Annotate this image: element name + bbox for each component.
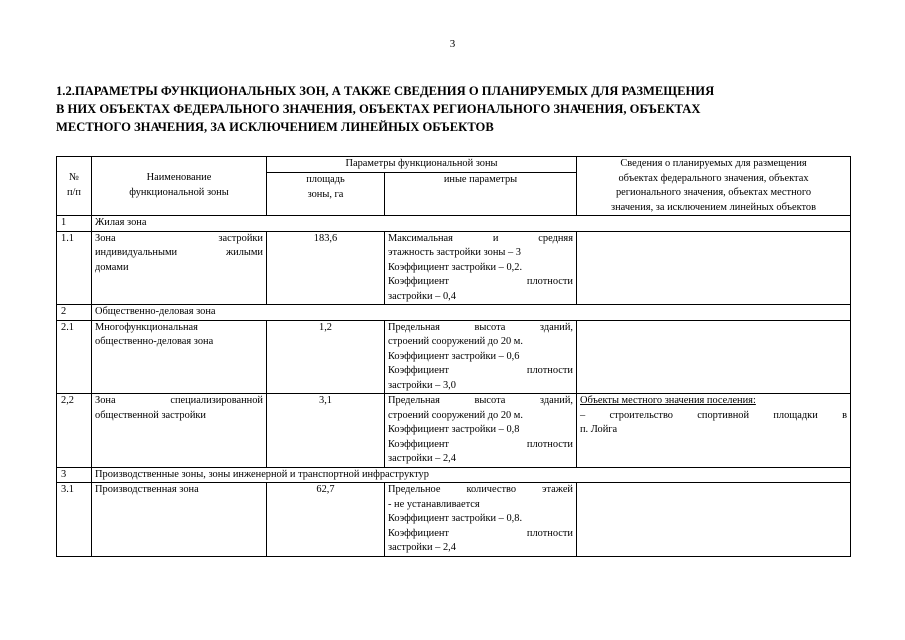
zone-area: 62,7 xyxy=(267,483,385,557)
section-title: Жилая зона xyxy=(92,216,851,232)
section-number: 2 xyxy=(57,305,92,321)
zone-other-params: Предельная высота зданий, строений сооружений до 20 м. Коэффициент застройки – 0,8 Коэффициент плотности застройки – 2,4 xyxy=(385,394,577,468)
section-number: 1 xyxy=(57,216,92,232)
section-row xyxy=(57,216,851,232)
row-number: 1.1 xyxy=(57,231,92,305)
zone-name: Производственная зона xyxy=(92,483,267,557)
planned-objects xyxy=(577,483,851,557)
header-zone-name: Наименование функциональной зоны xyxy=(92,157,267,216)
table-row xyxy=(57,483,851,557)
table-row xyxy=(57,320,851,394)
heading-line-3: МЕСТНОГО ЗНАЧЕНИЯ, ЗА ИСКЛЮЧЕНИЕМ ЛИНЕЙНЫХ ОБЪЕКТОВ xyxy=(56,120,494,134)
table-row xyxy=(57,394,851,468)
zones-table xyxy=(56,156,851,557)
zone-other-params: Максимальная и средняя этажность застройки зоны – 3 Коэффициент застройки – 0,2. Коэффициент плотности застройки – 0,4 xyxy=(385,231,577,305)
heading-line-2: В НИХ ОБЪЕКТАХ ФЕДЕРАЛЬНОГО ЗНАЧЕНИЯ, ОБЪЕКТАХ РЕГИОНАЛЬНОГО ЗНАЧЕНИЯ, ОБЪЕКТАХ xyxy=(56,102,701,116)
section-number: 3 xyxy=(57,467,92,483)
planned-objects: Объекты местного значения поселения: – строительство спортивной площадки в п. Лойга xyxy=(577,394,851,468)
row-number: 2,2 xyxy=(57,394,92,468)
zone-name: Зона специализированной общественной застройки xyxy=(92,394,267,468)
zone-other-params: Предельное количество этажей - не устанавливается Коэффициент застройки – 0,8. Коэффициент плотности застройки – 2,4 xyxy=(385,483,577,557)
header-num: № п/п xyxy=(57,157,92,216)
zone-area: 183,6 xyxy=(267,231,385,305)
section-title: Общественно-деловая зона xyxy=(92,305,851,321)
page-number: 3 xyxy=(449,38,456,50)
planned-objects xyxy=(577,320,851,394)
header-planned-objects: Сведения о планируемых для размещения объектах федерального значения, объектах регионального значения, объектах местного значения, за исключением линейных объектов xyxy=(577,157,851,216)
row-number: 3.1 xyxy=(57,483,92,557)
heading-line-1: 1.2.ПАРАМЕТРЫ ФУНКЦИОНАЛЬНЫХ ЗОН, А ТАКЖЕ СВЕДЕНИЯ О ПЛАНИРУЕМЫХ ДЛЯ РАЗМЕЩЕНИЯ xyxy=(56,84,715,98)
planned-objects-title: Объекты местного значения поселения: xyxy=(580,395,756,406)
zone-area: 1,2 xyxy=(267,320,385,394)
zone-other-params: Предельная высота зданий, строений сооружений до 20 м. Коэффициент застройки – 0,6 Коэффициент плотности застройки – 3,0 xyxy=(385,320,577,394)
table-row xyxy=(57,231,851,305)
section-heading xyxy=(56,82,856,136)
header-area: площадь зоны, га xyxy=(267,173,385,216)
section-row xyxy=(57,467,851,483)
section-title: Производственные зоны, зоны инженерной и транспортной инфраструктур xyxy=(92,467,851,483)
zone-name: Многофункциональная общественно-деловая зона xyxy=(92,320,267,394)
section-row xyxy=(57,305,851,321)
table-header-row-1 xyxy=(57,157,851,173)
row-number: 2.1 xyxy=(57,320,92,394)
header-other-params: иные параметры xyxy=(385,173,577,216)
header-params-group: Параметры функциональной зоны xyxy=(267,157,577,173)
zone-name: Зона застройки индивидуальными жилыми домами xyxy=(92,231,267,305)
planned-objects xyxy=(577,231,851,305)
zone-area: 3,1 xyxy=(267,394,385,468)
